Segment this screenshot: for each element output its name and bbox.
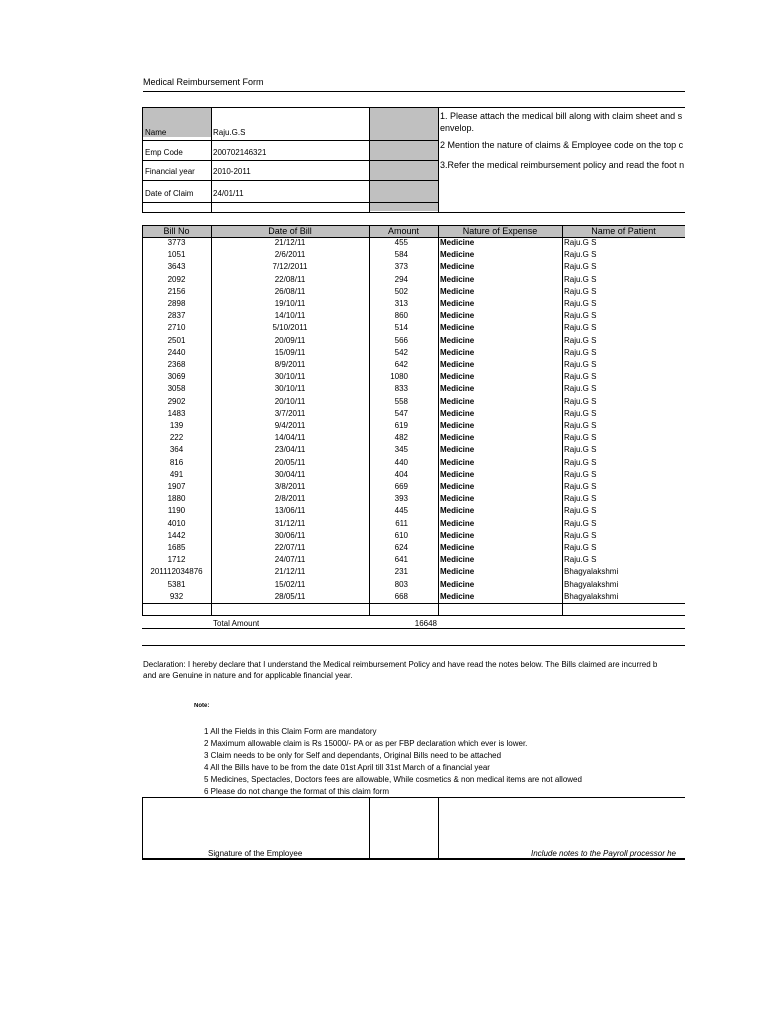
date-of-bill-cell: 31/12/11 <box>274 518 306 528</box>
bill-no-cell: 1907 <box>167 482 186 491</box>
amount-cell: 558 <box>394 396 408 406</box>
amount-cell: 445 <box>394 506 408 516</box>
bill-no-cell: 1051 <box>167 250 186 260</box>
name-of-patient-cell: Raju.G S <box>564 433 597 443</box>
nature-of-expense-cell: Medicine <box>440 408 475 418</box>
amount-cell: 610 <box>394 530 408 540</box>
date-of-bill-cell: 21/12/11 <box>274 238 306 247</box>
amount-cell: 624 <box>394 543 408 552</box>
name-of-patient-cell: Raju.G S <box>564 238 597 247</box>
header-left-border <box>142 107 143 212</box>
date-of-bill-cell: 28/05/11 <box>274 591 306 601</box>
col-date-of-bill: Date of Bill <box>268 226 312 236</box>
header-col-line-2 <box>369 107 370 212</box>
nature-of-expense-cell: Medicine <box>440 421 475 430</box>
name-of-patient-cell: Raju.G S <box>564 469 597 479</box>
date-of-bill-cell: 14/04/11 <box>274 433 306 443</box>
nature-of-expense-cell: Medicine <box>440 530 475 540</box>
date-of-bill-cell: 2/6/2011 <box>274 250 306 260</box>
nature-of-expense-cell: Medicine <box>440 494 475 504</box>
amount-cell: 860 <box>394 311 408 321</box>
date-of-bill-cell: 19/10/11 <box>274 299 306 308</box>
signature-top-line <box>142 797 685 798</box>
amount-cell: 393 <box>394 494 408 504</box>
amount-cell: 584 <box>394 250 408 260</box>
bill-no-cell: 2710 <box>167 323 186 333</box>
name-of-patient-cell: Raju.G S <box>564 408 597 418</box>
amount-cell: 566 <box>394 335 408 345</box>
bill-no-cell: 3058 <box>167 384 186 394</box>
bill-no-cell: 364 <box>169 445 184 455</box>
bill-no-cell: 3069 <box>167 372 186 382</box>
note-1: 1 All the Fields in this Claim Form are mandatory <box>204 727 377 736</box>
nature-of-expense-cell: Medicine <box>440 372 475 382</box>
bill-no-cell: 201112034876 <box>150 567 203 577</box>
date-of-bill-cell: 21/12/11 <box>274 567 306 577</box>
name-of-patient-cell: Raju.G S <box>564 506 597 516</box>
date-of-bill-cell: 15/02/11 <box>274 579 306 589</box>
amount-cell: 440 <box>394 457 408 467</box>
name-value: Raju.G.S <box>213 128 246 137</box>
date-of-bill-cell: 22/08/11 <box>274 274 306 284</box>
bill-no-cell: 2440 <box>167 347 186 357</box>
note-5: 5 Medicines, Spectacles, Doctors fees are allowable, While cosmetics & non medical items are not allowed <box>204 775 582 784</box>
date-of-bill-cell: 30/04/11 <box>274 469 306 479</box>
date-of-bill-cell: 20/05/11 <box>274 457 306 467</box>
header-row-line-5 <box>142 212 685 213</box>
name-of-patient-cell: Raju.G S <box>564 421 597 430</box>
bill-no-cell: 222 <box>169 433 184 443</box>
financial-year-value: 2010-2011 <box>213 167 251 176</box>
name-of-patient-cell: Raju.G S <box>564 555 597 565</box>
amount-cell: 482 <box>394 433 408 443</box>
name-of-patient-cell: Bhagyalakshmi <box>564 579 619 589</box>
col-nature-of-expense: Nature of Expense <box>462 226 538 236</box>
signature-label: Signature of the Employee <box>208 849 303 858</box>
name-of-patient-cell: Raju.G S <box>564 494 597 504</box>
date-of-bill-cell: 30/10/11 <box>274 384 306 394</box>
bill-no-cell: 3773 <box>167 238 186 247</box>
declaration-line-2: and are Genuine in nature and for applicable financial year. <box>143 671 353 680</box>
header-gray-right <box>369 107 438 211</box>
nature-of-expense-cell: Medicine <box>440 238 475 247</box>
date-of-bill-cell: 30/10/11 <box>274 372 306 382</box>
amount-cell: 619 <box>394 421 408 430</box>
header-row-line-2 <box>142 160 439 161</box>
name-of-patient-cell: Bhagyalakshmi <box>564 567 619 577</box>
name-label: Name <box>145 128 167 137</box>
header-row-line-3 <box>142 180 439 181</box>
header-row-line-4 <box>142 202 439 203</box>
table-column-line <box>438 225 439 615</box>
date-of-bill-cell: 7/12/2011 <box>272 262 308 272</box>
amount-cell: 668 <box>394 591 408 601</box>
date-of-bill-cell: 8/9/2011 <box>274 360 306 369</box>
bill-no-cell: 5381 <box>167 579 186 589</box>
bill-no-cell: 1880 <box>167 494 186 504</box>
bill-no-cell: 3643 <box>167 262 186 272</box>
date-of-bill-cell: 5/10/2011 <box>272 323 308 333</box>
date-of-bill-cell: 15/09/11 <box>274 347 306 357</box>
emp-code-value: 200702146321 <box>213 148 267 157</box>
bill-no-cell: 1190 <box>167 506 186 516</box>
amount-cell: 642 <box>394 360 408 369</box>
date-of-bill-cell: 22/07/11 <box>274 543 306 552</box>
amount-cell: 294 <box>394 274 408 284</box>
name-of-patient-cell: Raju.G S <box>564 445 597 455</box>
bill-no-cell: 2898 <box>167 299 186 308</box>
name-of-patient-cell: Raju.G S <box>564 396 597 406</box>
name-of-patient-cell: Raju.G S <box>564 530 597 540</box>
table-bottom-line <box>142 615 685 616</box>
nature-of-expense-cell: Medicine <box>440 457 475 467</box>
name-of-patient-cell: Raju.G S <box>564 311 597 321</box>
total-line <box>142 628 685 629</box>
bill-no-cell: 4010 <box>167 518 186 528</box>
amount-cell: 373 <box>394 262 408 272</box>
form-title: Medical Reimbursement Form <box>143 77 264 87</box>
amount-cell: 1080 <box>390 372 408 382</box>
instruction-2: 2 Mention the nature of claims & Employee code on the top c <box>440 140 684 150</box>
nature-of-expense-cell: Medicine <box>440 286 475 296</box>
amount-cell: 641 <box>394 555 408 565</box>
nature-of-expense-cell: Medicine <box>440 506 475 516</box>
total-amount-label: Total Amount <box>213 619 260 628</box>
name-of-patient-cell: Raju.G S <box>564 323 597 333</box>
bill-no-cell: 2156 <box>167 286 186 296</box>
note-label: Note: <box>194 703 210 709</box>
date-of-bill-cell: 23/04/11 <box>274 445 306 455</box>
nature-of-expense-cell: Medicine <box>440 299 475 308</box>
header-top-border <box>142 107 685 108</box>
table-body-bottom-line <box>142 603 685 604</box>
nature-of-expense-cell: Medicine <box>440 543 475 552</box>
col-name-of-patient: Name of Patient <box>591 226 656 236</box>
amount-cell: 404 <box>394 469 408 479</box>
signature-mid-line-1 <box>369 797 370 859</box>
name-of-patient-cell: Raju.G S <box>564 360 597 369</box>
nature-of-expense-cell: Medicine <box>440 384 475 394</box>
date-of-claim-value: 24/01/11 <box>213 189 244 198</box>
bill-no-cell: 932 <box>169 591 184 601</box>
nature-of-expense-cell: Medicine <box>440 360 475 369</box>
amount-cell: 803 <box>394 579 408 589</box>
name-of-patient-cell: Raju.G S <box>564 482 597 491</box>
spacer-line <box>142 645 685 646</box>
name-of-patient-cell: Raju.G S <box>564 262 597 272</box>
payroll-note: Include notes to the Payroll processor he <box>531 849 676 858</box>
note-4: 4 All the Bills have to be from the date 01st April till 31st March of a financial year <box>204 763 490 772</box>
nature-of-expense-cell: Medicine <box>440 347 475 357</box>
amount-cell: 669 <box>394 482 408 491</box>
bill-no-cell: 491 <box>169 469 184 479</box>
date-of-claim-label: Date of Claim <box>145 189 194 198</box>
amount-cell: 611 <box>395 518 408 528</box>
note-6: 6 Please do not change the format of this claim form <box>204 787 389 796</box>
nature-of-expense-cell: Medicine <box>440 469 475 479</box>
nature-of-expense-cell: Medicine <box>440 250 475 260</box>
amount-cell: 313 <box>394 299 408 308</box>
bill-no-cell: 816 <box>169 457 184 467</box>
declaration-line-1: Declaration: I hereby declare that I understand the Medical reimbursement Policy and have read the notes below. The Bills claimed are incurred b <box>143 660 658 669</box>
name-of-patient-cell: Raju.G S <box>564 384 597 394</box>
date-of-bill-cell: 20/10/11 <box>274 396 306 406</box>
bill-no-cell: 2368 <box>167 360 186 369</box>
bill-no-cell: 2902 <box>167 396 186 406</box>
amount-cell: 455 <box>394 238 408 247</box>
name-of-patient-cell: Raju.G S <box>564 518 597 528</box>
note-3: 3 Claim needs to be only for Self and dependants, Original Bills need to be attached <box>204 751 502 760</box>
amount-cell: 542 <box>394 347 408 357</box>
amount-cell: 231 <box>394 567 408 577</box>
title-rule <box>143 91 685 92</box>
bill-no-cell: 1685 <box>167 543 186 552</box>
bill-no-cell: 1712 <box>167 555 186 565</box>
name-of-patient-cell: Raju.G S <box>564 274 597 284</box>
bill-no-cell: 2501 <box>167 335 186 345</box>
name-of-patient-cell: Raju.G S <box>564 543 597 552</box>
nature-of-expense-cell: Medicine <box>440 579 475 589</box>
date-of-bill-cell: 9/4/2011 <box>274 421 306 430</box>
name-of-patient-cell: Raju.G S <box>564 286 597 296</box>
nature-of-expense-cell: Medicine <box>440 262 475 272</box>
header-col-line-3 <box>438 107 439 212</box>
emp-code-label: Emp Code <box>145 148 183 157</box>
amount-cell: 345 <box>394 445 408 455</box>
bill-no-cell: 1442 <box>167 530 186 540</box>
date-of-bill-cell: 3/8/2011 <box>274 482 306 491</box>
amount-cell: 547 <box>394 408 408 418</box>
date-of-bill-cell: 24/07/11 <box>274 555 306 565</box>
name-of-patient-cell: Raju.G S <box>564 299 597 308</box>
name-of-patient-cell: Raju.G S <box>564 250 597 260</box>
nature-of-expense-cell: Medicine <box>440 591 475 601</box>
amount-cell: 514 <box>394 323 408 333</box>
financial-year-label: Financial year <box>145 167 195 176</box>
nature-of-expense-cell: Medicine <box>440 555 475 565</box>
nature-of-expense-cell: Medicine <box>440 518 475 528</box>
instruction-1-cont: envelop. <box>440 123 475 133</box>
signature-left-line <box>142 797 143 859</box>
name-of-patient-cell: Raju.G S <box>564 372 597 382</box>
name-of-patient-cell: Bhagyalakshmi <box>564 591 619 601</box>
amount-cell: 833 <box>394 384 408 394</box>
table-column-line <box>562 225 563 615</box>
bill-no-cell: 2837 <box>167 311 186 321</box>
col-amount: Amount <box>387 226 420 236</box>
date-of-bill-cell: 13/06/11 <box>274 506 306 516</box>
nature-of-expense-cell: Medicine <box>440 335 475 345</box>
nature-of-expense-cell: Medicine <box>440 323 475 333</box>
amount-cell: 502 <box>394 286 408 296</box>
name-of-patient-cell: Raju.G S <box>564 335 597 345</box>
nature-of-expense-cell: Medicine <box>440 433 475 443</box>
instruction-1: 1. Please attach the medical bill along with claim sheet and s <box>440 111 683 121</box>
bill-no-cell: 1483 <box>167 408 186 418</box>
header-col-line-1 <box>211 107 212 212</box>
nature-of-expense-cell: Medicine <box>440 445 475 455</box>
signature-mid-line-2 <box>438 797 439 859</box>
date-of-bill-cell: 30/06/11 <box>274 530 306 540</box>
signature-bottom-line <box>142 858 685 860</box>
col-bill-no: Bill No <box>163 226 190 236</box>
bill-no-cell: 2092 <box>167 274 186 284</box>
date-of-bill-cell: 3/7/2011 <box>274 408 306 418</box>
name-of-patient-cell: Raju.G S <box>564 347 597 357</box>
nature-of-expense-cell: Medicine <box>440 482 475 491</box>
instruction-3: 3.Refer the medical reimbursement policy and read the foot n <box>440 160 685 170</box>
date-of-bill-cell: 2/8/2011 <box>274 494 306 504</box>
bill-no-cell: 139 <box>169 421 184 430</box>
date-of-bill-cell: 14/10/11 <box>274 311 306 321</box>
nature-of-expense-cell: Medicine <box>440 567 475 577</box>
total-amount-value: 16648 <box>414 619 437 628</box>
nature-of-expense-cell: Medicine <box>440 311 475 321</box>
name-of-patient-cell: Raju.G S <box>564 457 597 467</box>
date-of-bill-cell: 20/09/11 <box>274 335 306 345</box>
note-2: 2 Maximum allowable claim is Rs 15000/- PA or as per FBP declaration which ever is lower. <box>204 739 528 748</box>
nature-of-expense-cell: Medicine <box>440 274 475 284</box>
nature-of-expense-cell: Medicine <box>440 396 475 406</box>
date-of-bill-cell: 26/08/11 <box>274 286 306 296</box>
header-row-line-1 <box>142 140 439 141</box>
